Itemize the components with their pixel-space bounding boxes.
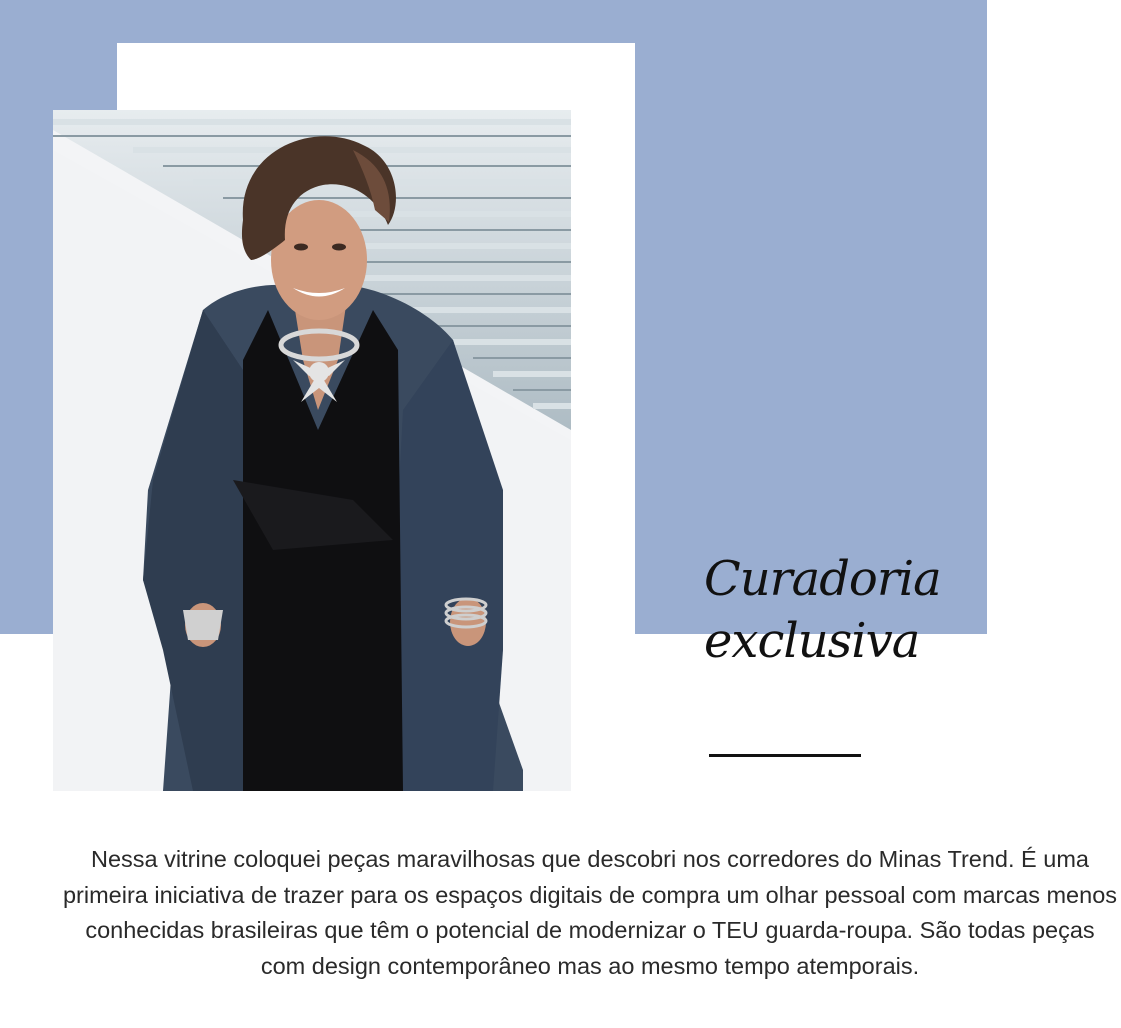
portrait-photo: [53, 110, 571, 791]
heading-divider: [709, 754, 861, 757]
portrait-illustration: [53, 110, 571, 791]
heading-line-2: exclusiva: [704, 613, 920, 670]
section-heading: [704, 548, 984, 673]
heading-line-1: Curadoria: [704, 551, 941, 607]
description-paragraph: Nessa vitrine coloquei peças maravilhosas que descobri nos corredores do Minas Trend. É uma primeira iniciativa de trazer para os espaços digitais de compra um olhar pessoal com marcas menos conhecidas brasileiras que têm o potencial de modernizar o TEU guarda-roupa. São todas peças com design contemporâneo mas ao mesmo tempo atemporais.: [62, 846, 1118, 979]
